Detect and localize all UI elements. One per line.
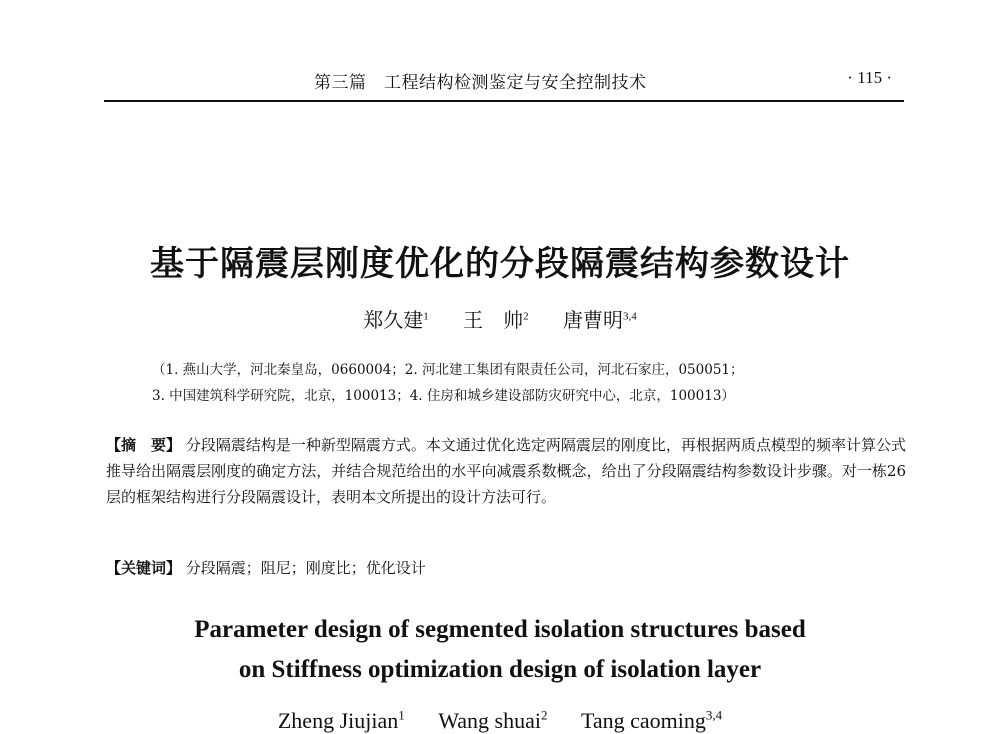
author-name: 王 帅	[463, 308, 524, 332]
author-cn	[563, 308, 637, 332]
paper-title-en-line-1: Parameter design of segmented isolation structures based	[194, 616, 806, 643]
abstract-label: 【摘 要】	[106, 436, 182, 454]
affiliation-line-2: 3. 中国建筑科学研究院，北京，100013；4. 住房和城乡建设部防灾研究中心，北京，100013）	[152, 388, 735, 404]
author-name: 唐曹明	[562, 308, 623, 332]
author-affil-sup: 2	[523, 310, 529, 323]
keywords-text: 分段隔震；阻尼；刚度比；优化设计	[185, 559, 426, 577]
author-affil-sup: 3,4	[705, 708, 723, 723]
affiliation-line-1: （1. 燕山大学，河北秦皇岛，0660004；2. 河北建工集团有限责任公司，河北石家庄，050051；	[152, 362, 744, 378]
authors-en	[0, 708, 1000, 734]
running-title: 第三篇 工程结构检测鉴定与安全控制技术	[314, 73, 647, 93]
paper-title-en-line-2: on Stiffness optimization design of isolation layer	[238, 656, 762, 683]
keywords	[106, 555, 906, 581]
abstract	[106, 432, 906, 510]
author-affil-sup: 2	[540, 708, 548, 723]
author-cn	[363, 308, 429, 332]
running-header	[104, 64, 904, 102]
author-affil-sup: 1	[398, 708, 405, 723]
abstract-text: 分段隔震结构是一种新型隔震方式。本文通过优化选定两隔震层的刚度比，再根据两质点模型的频率计算公式推导给出隔震层刚度的确定方法，并结合规范给出的水平向减震系数概念，给出了分段隔震结构参数设计步骤。对一栋26层的框架结构进行分段隔震设计，表明本文所提出的设计方法可行。	[106, 436, 906, 506]
paper-title-cn: 基于隔震层刚度优化的分段隔震结构参数设计	[150, 244, 850, 284]
author-cn	[463, 308, 529, 332]
keywords-label: 【关键词】	[106, 559, 182, 577]
author-affil-sup: 3,4	[622, 310, 637, 323]
author-name: Zheng Jiujian	[277, 708, 399, 734]
author-en	[581, 708, 722, 733]
author-en	[438, 708, 547, 733]
author-name: Tang caoming	[580, 708, 706, 734]
author-affil-sup: 1	[423, 310, 429, 323]
author-name: Wang shuai	[438, 708, 541, 734]
page-number: · 115 ·	[847, 68, 892, 87]
authors-cn	[0, 304, 1000, 333]
author-name: 郑久建	[363, 308, 424, 332]
author-en	[278, 708, 405, 733]
